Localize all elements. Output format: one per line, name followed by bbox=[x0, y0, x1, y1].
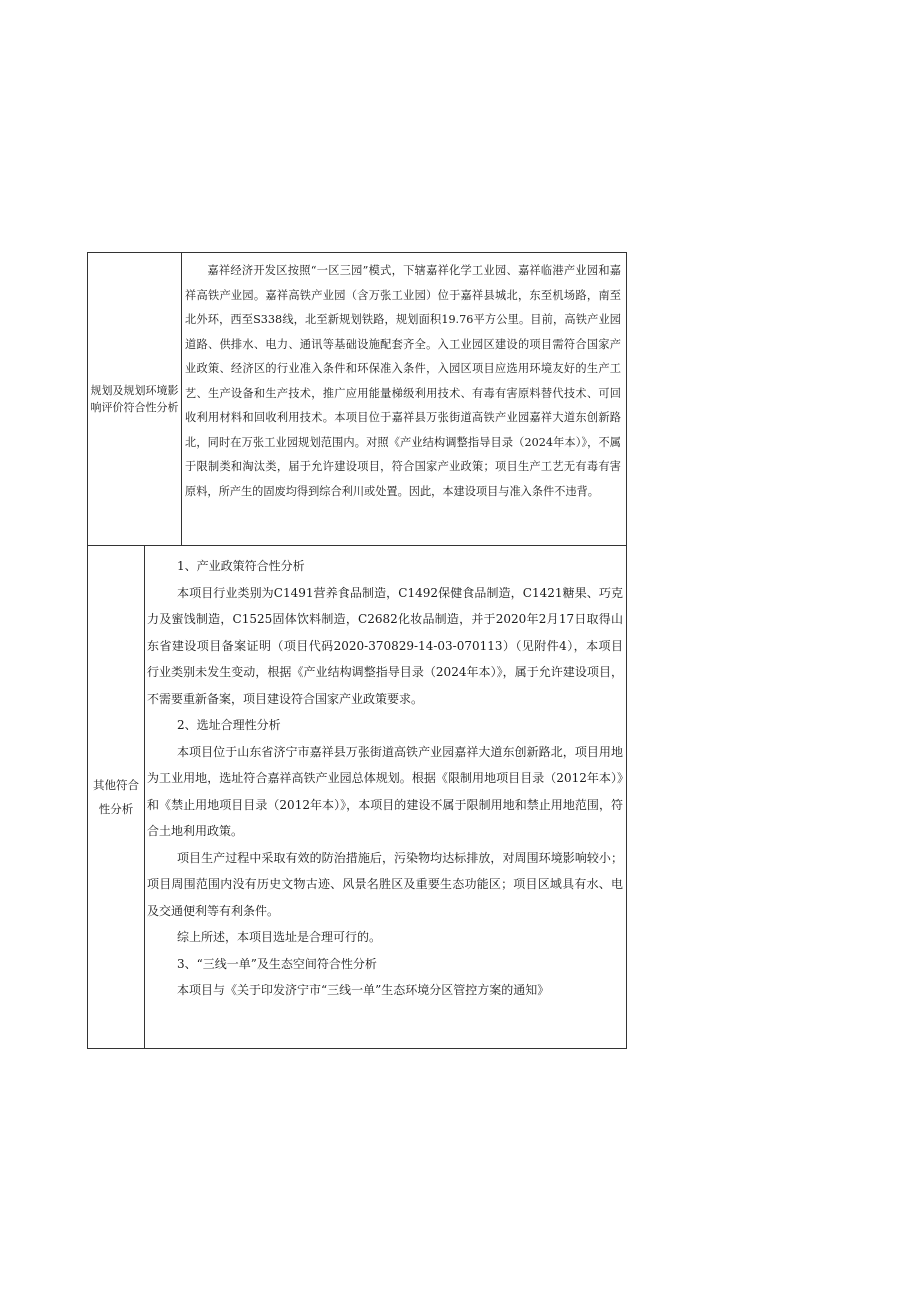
row-label-cell bbox=[88, 546, 145, 1048]
analysis-table bbox=[87, 252, 627, 1049]
table-row-other bbox=[88, 546, 626, 1048]
row-label-planning: 规划及规划环境影响评价符合性分析 bbox=[90, 384, 179, 414]
row-content-cell bbox=[147, 553, 623, 1004]
row-label-other: 其他符合性分析 bbox=[93, 778, 139, 816]
site-selection-paragraph: 本项目位于山东省济宁市嘉祥县万张街道高铁产业园嘉祥大道东创新路北，项目用地为工业用地，选址符合嘉祥高铁产业园总体规划。根据《限制用地项目目录（2012年本）》和《禁止用地项目目录（2012年本）》，本项目的建设不属于限制用地和禁止用地范围，符合土地利用政策。 bbox=[147, 744, 623, 838]
section-heading-site-selection: 2、选址合理性分析 bbox=[177, 718, 281, 732]
conclusion-paragraph: 综上所述，本项目选址是合理可行的。 bbox=[177, 930, 382, 944]
row-content-cell bbox=[185, 259, 621, 504]
planning-paragraph: 嘉祥经济开发区按照“一区三园”模式，下辖嘉祥化学工业园、嘉祥临港产业园和嘉祥高铁产业园。嘉祥高铁产业园（含万张工业园）位于嘉祥县城北，东至机场路，南至北外环，西至S338线，北至新规划铁路，规划面积19.76平方公里。目前，高铁产业园道路、供排水、电力、通讯等基础设施配套齐全。入工业园区建设的项目需符合国家产业政策、经济区的行业准入条件和环保准入条件，入园区项目应选用环境友好的生产工艺、生产设备和生产技术，推广应用能量梯级利用技术、有毒有害原料替代技术、可回收利用材料和回收利用技术。本项目位于嘉祥县万张街道高铁产业园嘉祥大道东创新路北，同时在万张工业园规划范围内。对照《产业结构调整指导目录（2024年本）》，不属于限制类和淘汰类，届于允许建设项目，符合国家产业政策；项目生产工艺无有毒有害原料，所产生的固废均得到综合利川或处置。因此，本建设项目与准入条件不违背。 bbox=[185, 264, 621, 498]
environment-paragraph: 项目生产过程中采取有效的防治措施后，污染物均达标排放，对周围环境影响较小；项目周围范围内没有历史文物古迹、风景名胜区及重要生态功能区；项目区域具有水、电及交通便利等有利条件。 bbox=[147, 850, 623, 918]
row-label-cell bbox=[88, 253, 182, 545]
table-row-planning bbox=[88, 253, 626, 546]
industry-policy-paragraph: 本项目行业类别为C1491营养食品制造，C1492保健食品制造，C1421糖果、巧克力及蜜饯制造，C1525固体饮料制造，C2682化妆品制造，并于2020年2月17日取得山东省建设项目备案证明（项目代码2020-370829-14-03-070113）（见附件4），本项目行业类别未发生变动，根据《产业结构调整指导目录（2024年本）》，属于允许建设项目，不需要重新备案，项目建设符合国家产业政策要求。 bbox=[147, 585, 623, 706]
section-heading-industry-policy: 1、产业政策符合性分析 bbox=[177, 559, 305, 573]
section-heading-three-lines: 3、“三线一单”及生态空间符合性分析 bbox=[177, 956, 377, 971]
three-lines-paragraph: 本项目与《关于印发济宁市“三线一单”生态环境分区管控方案的通知》 bbox=[177, 983, 550, 997]
